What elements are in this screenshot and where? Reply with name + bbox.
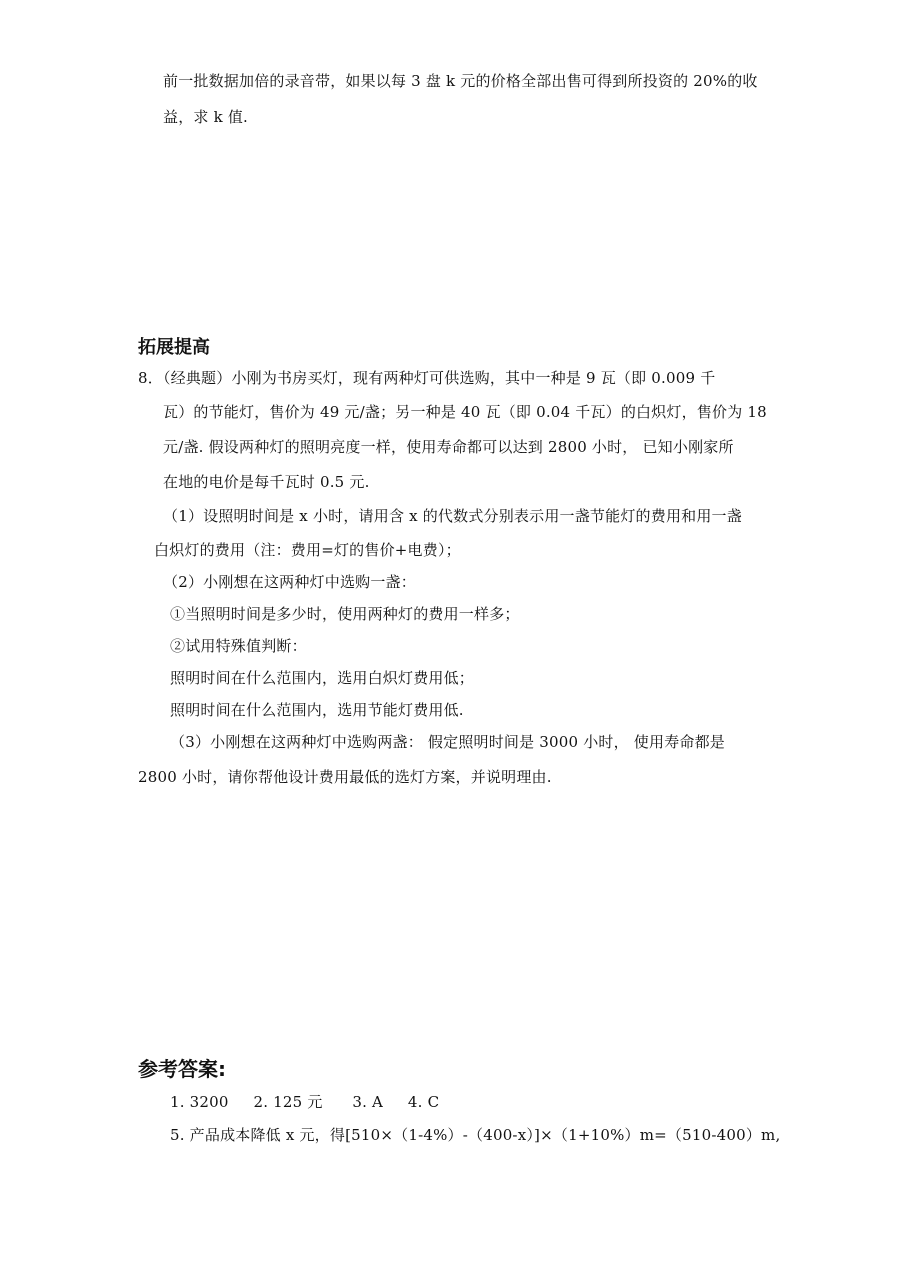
part-2-line-1: （2）小刚想在这两种灯中选购一盏： (163, 573, 416, 591)
answers-line-2: 5. 产品成本降低 x 元，得[510×（1-4%）-（400-x）]×（1+10%）m=（510-400）m, (170, 1126, 781, 1144)
section-title: 拓展提高 (138, 337, 210, 358)
part-1-line-2: 白炽灯的费用（注：费用=灯的售价+电费）； (154, 541, 461, 559)
problem-8-line-3: 元/盏. 假设两种灯的照明亮度一样，使用寿命都可以达到 2800 小时， 已知小刚家所 (163, 438, 734, 456)
problem-8-line-2: 瓦）的节能灯，售价为 49 元/盏；另一种是 40 瓦（即 0.04 千瓦）的白炽灯，售价为 18 (163, 403, 767, 421)
part-2-question-2a: 照明时间在什么范围内，选用白炽灯费用低； (170, 669, 475, 687)
part-2-question-2b: 照明时间在什么范围内，选用节能灯费用低. (170, 701, 464, 719)
part-3-line-1: （3）小刚想在这两种灯中选购两盏： 假定照明时间是 3000 小时， 使用寿命都是 (170, 733, 725, 751)
part-2-question-2: ②试用特殊值判断： (170, 637, 307, 655)
problem-8-line-4: 在地的电价是每千瓦时 0.5 元. (163, 473, 370, 491)
carryover-line-1: 前一批数据加倍的录音带，如果以每 3 盘 k 元的价格全部出售可得到所投资的 20%的收 (163, 72, 758, 90)
answers-title: 参考答案: (138, 1057, 226, 1081)
answers-line-1: 1. 3200 2. 125 元 3. A 4. C (170, 1093, 440, 1111)
carryover-line-2: 益，求 k 值. (163, 108, 248, 126)
part-3-line-2: 2800 小时，请你帮他设计费用最低的选灯方案，并说明理由. (138, 768, 552, 786)
problem-8-line-1: 8．（经典题）小刚为书房买灯，现有两种灯可供选购，其中一种是 9 瓦（即 0.009 千 (138, 369, 716, 387)
part-1-line-1: （1）设照明时间是 x 小时，请用含 x 的代数式分别表示用一盏节能灯的费用和用一盏 (163, 507, 742, 525)
part-2-question-1: ①当照明时间是多少时，使用两种灯的费用一样多； (170, 605, 520, 623)
